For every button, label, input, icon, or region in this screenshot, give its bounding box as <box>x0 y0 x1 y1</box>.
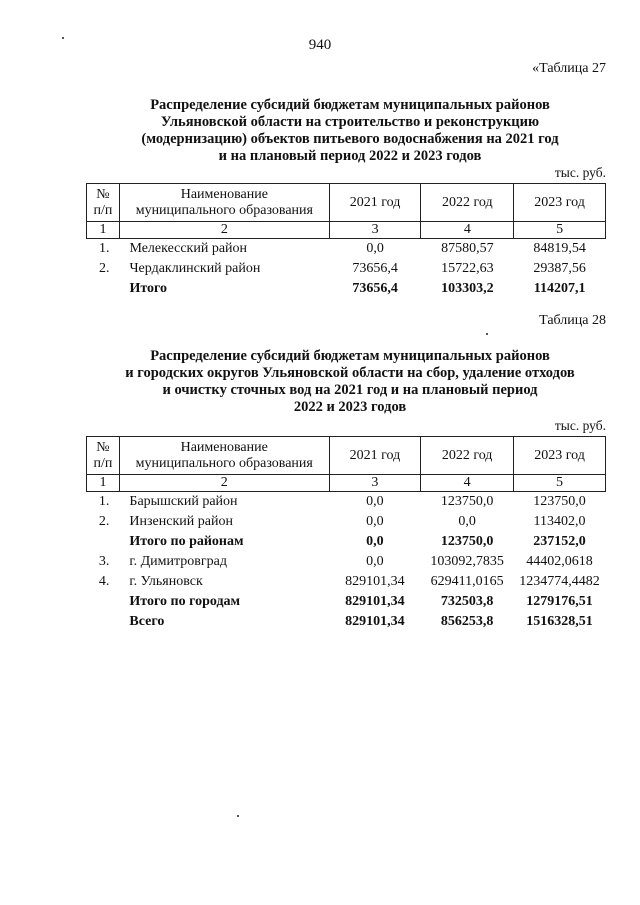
row-name: Чердаклинский район <box>129 261 261 276</box>
row-no <box>87 612 120 632</box>
table-row <box>87 239 606 260</box>
table-row <box>87 259 606 279</box>
index-cell: 5 <box>514 222 606 239</box>
row-name: Итого по районам <box>129 534 244 549</box>
index-cell: 2 <box>119 475 329 492</box>
row-no <box>87 592 120 612</box>
table-27-units: тыс. руб. <box>554 165 606 180</box>
table-28-title <box>55 348 640 416</box>
scan-speck <box>237 815 239 817</box>
table-28-title-line: 2022 и 2023 годов <box>293 399 407 415</box>
index-cell: 1 <box>87 222 120 239</box>
row-2021: 0,0 <box>366 514 384 529</box>
row-2022: 123750,0 <box>440 494 494 509</box>
table-27-label: «Таблица 27 <box>532 61 606 76</box>
table-row <box>87 572 606 592</box>
row-2023: 1279176,51 <box>526 594 593 609</box>
index-cell: 3 <box>329 222 421 239</box>
row-2023: 44402,0618 <box>526 554 593 569</box>
header-2022: 2022 год <box>421 184 514 222</box>
header-2021: 2021 год <box>329 437 421 475</box>
row-2021: 829101,34 <box>345 594 405 609</box>
row-2022: 123750,0 <box>440 534 494 549</box>
table-28-units: тыс. руб. <box>554 418 606 433</box>
index-cell: 2 <box>119 222 329 239</box>
table-header-row <box>87 437 606 475</box>
table-row <box>87 552 606 572</box>
table-27-title-line: Распределение субсидий бюджетам муниципальных районов <box>150 97 550 113</box>
table-header-row <box>87 184 606 222</box>
row-2023: 1516328,51 <box>526 614 593 629</box>
page-number: 940 <box>308 37 332 53</box>
scan-speck <box>62 37 64 39</box>
row-2021: 829101,34 <box>345 614 405 629</box>
row-2022: 15722,63 <box>441 261 494 276</box>
table-28-title-line: и городских округов Ульяновской области на сбор, удаление отходов <box>125 365 575 381</box>
row-2023: 84819,54 <box>533 241 586 256</box>
row-name: Итого <box>129 281 168 296</box>
row-no: 3. <box>98 554 110 569</box>
row-name: Всего <box>129 614 165 629</box>
table-subtotal-row <box>87 532 606 552</box>
table-27-title <box>55 97 640 165</box>
row-2023: 123750,0 <box>533 494 586 509</box>
table-28 <box>86 436 606 632</box>
header-name: Наименование муниципального образования <box>119 184 329 222</box>
header-no: № п/п <box>87 437 120 475</box>
row-2023: 113402,0 <box>533 514 586 529</box>
row-name: Инзенский район <box>129 514 233 529</box>
row-no <box>87 279 120 299</box>
table-row <box>87 492 606 513</box>
index-cell: 1 <box>87 475 120 492</box>
row-2022: 856253,8 <box>440 614 494 629</box>
table-28-title-line: Распределение субсидий бюджетам муниципальных районов <box>150 348 550 364</box>
row-2022: 103092,7835 <box>430 554 504 569</box>
row-2021: 73656,4 <box>352 261 398 276</box>
row-name: г. Димитровград <box>129 554 227 569</box>
row-no <box>87 532 120 552</box>
row-2021: 0,0 <box>366 554 384 569</box>
header-2022: 2022 год <box>421 437 514 475</box>
index-cell: 5 <box>514 475 606 492</box>
row-2023: 237152,0 <box>533 534 586 549</box>
row-name: г. Ульяновск <box>129 574 203 589</box>
row-name: Мелекесский район <box>129 241 248 256</box>
row-no: 2. <box>98 261 110 276</box>
row-2023: 29387,56 <box>533 261 586 276</box>
row-no: 2. <box>98 514 110 529</box>
header-2021: 2021 год <box>329 184 421 222</box>
table-27 <box>86 183 606 299</box>
table-28-label: Таблица 28 <box>539 313 606 328</box>
header-2023: 2023 год <box>514 437 606 475</box>
row-2023: 1234774,4482 <box>519 574 600 589</box>
index-cell: 3 <box>329 475 421 492</box>
row-no: 1. <box>98 241 110 256</box>
header-no: № п/п <box>87 184 120 222</box>
row-name: Итого по городам <box>129 594 241 609</box>
row-name: Барышский район <box>129 494 238 509</box>
table-total-row <box>87 279 606 299</box>
table-27-title-line: (модернизацию) объектов питьевого водоснабжения на 2021 год <box>141 131 559 147</box>
row-2022: 629411,0165 <box>430 574 504 589</box>
row-no: 1. <box>98 494 110 509</box>
row-2022: 103303,2 <box>441 281 494 296</box>
row-2022: 87580,57 <box>441 241 494 256</box>
table-total-row <box>87 612 606 632</box>
table-row <box>87 512 606 532</box>
table-28-title-line: и очистку сточных вод на 2021 год и на плановый период <box>162 382 538 398</box>
row-2021: 0,0 <box>366 241 384 256</box>
row-2022: 0,0 <box>458 514 476 529</box>
header-2023: 2023 год <box>514 184 606 222</box>
row-2021: 73656,4 <box>352 281 398 296</box>
table-27-title-line: Ульяновской области на строительство и реконструкцию <box>160 114 540 130</box>
row-2022: 732503,8 <box>440 594 494 609</box>
table-subtotal-row <box>87 592 606 612</box>
table-index-row <box>87 222 606 239</box>
row-2021: 829101,34 <box>345 574 405 589</box>
row-2021: 0,0 <box>366 494 384 509</box>
row-2021: 0,0 <box>366 534 384 549</box>
row-no: 4. <box>98 574 110 589</box>
row-2023: 114207,1 <box>533 281 586 296</box>
index-cell: 4 <box>421 475 514 492</box>
index-cell: 4 <box>421 222 514 239</box>
header-name: Наименование муниципального образования <box>119 437 329 475</box>
table-27-title-line: и на плановый период 2022 и 2023 годов <box>218 148 482 164</box>
table-index-row <box>87 475 606 492</box>
scan-speck <box>486 333 488 335</box>
